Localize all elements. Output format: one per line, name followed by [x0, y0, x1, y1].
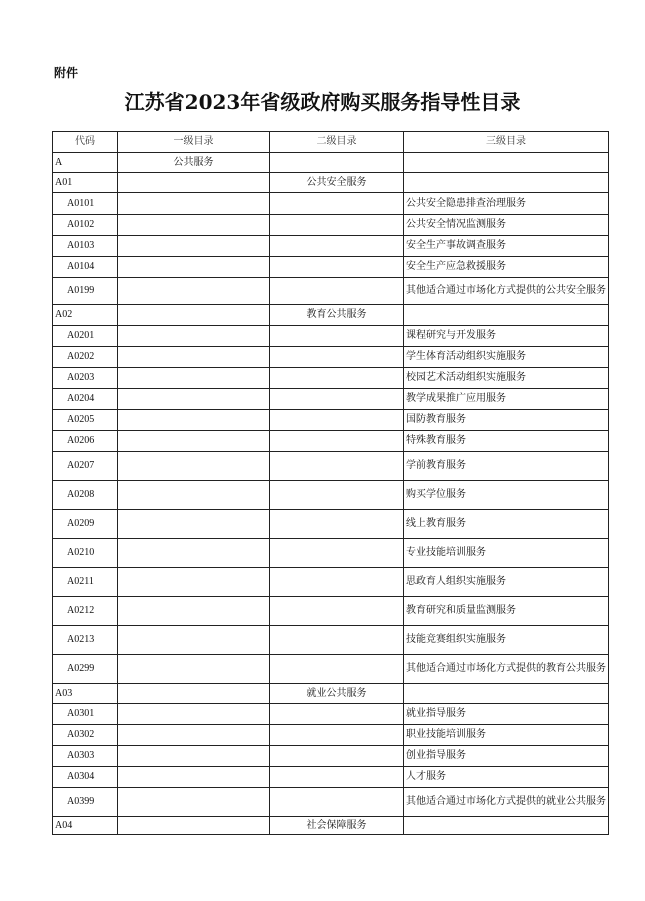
cell-level3: 课程研究与开发服务 — [404, 326, 609, 347]
table-row — [53, 481, 609, 510]
table-row — [53, 452, 609, 481]
table-row — [53, 655, 609, 684]
cell-level3: 教学成果推广应用服务 — [404, 389, 609, 410]
cell-level1 — [118, 193, 270, 215]
cell-level2 — [270, 704, 404, 725]
cell-level1 — [118, 368, 270, 389]
cell-level3: 其他适合通过市场化方式提供的教育公共服务 — [404, 655, 609, 684]
cell-code: A04 — [53, 817, 118, 835]
table-row — [53, 410, 609, 431]
cell-code: A0301 — [53, 704, 118, 725]
cell-code: A0202 — [53, 347, 118, 368]
cell-code: A0103 — [53, 236, 118, 257]
header-level1: 一级目录 — [118, 132, 270, 153]
cell-level3: 特殊教育服务 — [404, 431, 609, 452]
cell-level2 — [270, 236, 404, 257]
cell-level1 — [118, 788, 270, 817]
cell-level2 — [270, 326, 404, 347]
cell-level2: 社会保障服务 — [270, 817, 404, 835]
cell-level1 — [118, 817, 270, 835]
table-row — [53, 278, 609, 305]
cell-code: A0207 — [53, 452, 118, 481]
cell-level1 — [118, 389, 270, 410]
cell-code: A0213 — [53, 626, 118, 655]
cell-code: A — [53, 153, 118, 173]
cell-level1 — [118, 539, 270, 568]
table-row — [53, 788, 609, 817]
table-row — [53, 626, 609, 655]
cell-level2 — [270, 215, 404, 236]
table-row — [53, 368, 609, 389]
table-row — [53, 153, 609, 173]
attachment-label: 附件 — [54, 66, 79, 80]
cell-level3: 校园艺术活动组织实施服务 — [404, 368, 609, 389]
cell-level3: 思政育人组织实施服务 — [404, 568, 609, 597]
cell-level1 — [118, 326, 270, 347]
cell-level1 — [118, 236, 270, 257]
cell-level3: 技能竞赛组织实施服务 — [404, 626, 609, 655]
cell-level2 — [270, 193, 404, 215]
cell-code: A0199 — [53, 278, 118, 305]
cell-level2 — [270, 510, 404, 539]
cell-level1 — [118, 431, 270, 452]
cell-level1 — [118, 452, 270, 481]
cell-level1 — [118, 257, 270, 278]
cell-level2 — [270, 257, 404, 278]
cell-level1 — [118, 725, 270, 746]
cell-level3: 人才服务 — [404, 767, 609, 788]
cell-level1 — [118, 305, 270, 326]
table-row — [53, 510, 609, 539]
cell-level2 — [270, 655, 404, 684]
cell-level2: 教育公共服务 — [270, 305, 404, 326]
cell-code: A0211 — [53, 568, 118, 597]
table-header-row — [53, 132, 609, 153]
table-row — [53, 568, 609, 597]
table-row — [53, 257, 609, 278]
table-row — [53, 684, 609, 704]
cell-level1 — [118, 510, 270, 539]
cell-level2 — [270, 597, 404, 626]
cell-level3: 学生体育活动组织实施服务 — [404, 347, 609, 368]
cell-level3: 安全生产事故调查服务 — [404, 236, 609, 257]
cell-level2 — [270, 278, 404, 305]
cell-level3: 安全生产应急救援服务 — [404, 257, 609, 278]
cell-code: A0304 — [53, 767, 118, 788]
cell-level2 — [270, 788, 404, 817]
header-level3: 三级目录 — [404, 132, 609, 153]
cell-level3: 公共安全情况监测服务 — [404, 215, 609, 236]
cell-code: A0205 — [53, 410, 118, 431]
cell-code: A0104 — [53, 257, 118, 278]
cell-level2: 就业公共服务 — [270, 684, 404, 704]
table-row — [53, 767, 609, 788]
cell-code: A0210 — [53, 539, 118, 568]
cell-code: A0212 — [53, 597, 118, 626]
cell-level1 — [118, 278, 270, 305]
cell-level1 — [118, 767, 270, 788]
table-row — [53, 347, 609, 368]
table-row — [53, 389, 609, 410]
cell-level3: 购买学位服务 — [404, 481, 609, 510]
cell-code: A0209 — [53, 510, 118, 539]
cell-code: A01 — [53, 173, 118, 193]
cell-code: A0206 — [53, 431, 118, 452]
table-row — [53, 215, 609, 236]
cell-level3: 学前教育服务 — [404, 452, 609, 481]
cell-code: A0303 — [53, 746, 118, 767]
cell-level2 — [270, 452, 404, 481]
cell-level2 — [270, 539, 404, 568]
cell-code: A0302 — [53, 725, 118, 746]
table-row — [53, 725, 609, 746]
cell-level3: 职业技能培训服务 — [404, 725, 609, 746]
table-row — [53, 704, 609, 725]
cell-level1 — [118, 481, 270, 510]
table-row — [53, 305, 609, 326]
cell-level3: 其他适合通过市场化方式提供的公共安全服务 — [404, 278, 609, 305]
cell-level3: 教育研究和质量监测服务 — [404, 597, 609, 626]
page-title: 江苏省2023年省级政府购买服务指导性目录 — [124, 90, 521, 114]
table-row — [53, 193, 609, 215]
cell-level1 — [118, 347, 270, 368]
cell-level1: 公共服务 — [118, 153, 270, 173]
cell-code: A0299 — [53, 655, 118, 684]
cell-level3 — [404, 173, 609, 193]
cell-level1 — [118, 626, 270, 655]
cell-level2 — [270, 725, 404, 746]
cell-code: A0102 — [53, 215, 118, 236]
table-row — [53, 326, 609, 347]
cell-level2 — [270, 389, 404, 410]
cell-level2 — [270, 410, 404, 431]
cell-code: A0399 — [53, 788, 118, 817]
table-row — [53, 539, 609, 568]
cell-level3: 就业指导服务 — [404, 704, 609, 725]
directory-table — [52, 131, 609, 835]
cell-level1 — [118, 597, 270, 626]
cell-level1 — [118, 173, 270, 193]
cell-level3 — [404, 153, 609, 173]
cell-level1 — [118, 684, 270, 704]
cell-level1 — [118, 410, 270, 431]
cell-level3: 创业指导服务 — [404, 746, 609, 767]
cell-level2 — [270, 153, 404, 173]
cell-level2 — [270, 767, 404, 788]
cell-level3: 公共安全隐患排查治理服务 — [404, 193, 609, 215]
cell-level2 — [270, 568, 404, 597]
cell-level1 — [118, 704, 270, 725]
cell-level2 — [270, 347, 404, 368]
cell-level2 — [270, 746, 404, 767]
cell-level2 — [270, 368, 404, 389]
cell-level3: 其他适合通过市场化方式提供的就业公共服务 — [404, 788, 609, 817]
cell-code: A03 — [53, 684, 118, 704]
table-row — [53, 817, 609, 835]
table-row — [53, 236, 609, 257]
cell-code: A0201 — [53, 326, 118, 347]
cell-level3: 线上教育服务 — [404, 510, 609, 539]
cell-code: A0208 — [53, 481, 118, 510]
cell-level3 — [404, 305, 609, 326]
table-row — [53, 173, 609, 193]
table-row — [53, 746, 609, 767]
cell-level2 — [270, 481, 404, 510]
cell-level2: 公共安全服务 — [270, 173, 404, 193]
cell-code: A0101 — [53, 193, 118, 215]
cell-level1 — [118, 215, 270, 236]
cell-level1 — [118, 746, 270, 767]
header-level2: 二级目录 — [270, 132, 404, 153]
cell-level3 — [404, 684, 609, 704]
cell-level2 — [270, 626, 404, 655]
cell-code: A0203 — [53, 368, 118, 389]
cell-code: A0204 — [53, 389, 118, 410]
cell-level3: 国防教育服务 — [404, 410, 609, 431]
table-row — [53, 431, 609, 452]
header-code: 代码 — [53, 132, 118, 153]
cell-level3: 专业技能培训服务 — [404, 539, 609, 568]
cell-level2 — [270, 431, 404, 452]
cell-level1 — [118, 568, 270, 597]
table-row — [53, 597, 609, 626]
cell-level1 — [118, 655, 270, 684]
cell-code: A02 — [53, 305, 118, 326]
cell-level3 — [404, 817, 609, 835]
